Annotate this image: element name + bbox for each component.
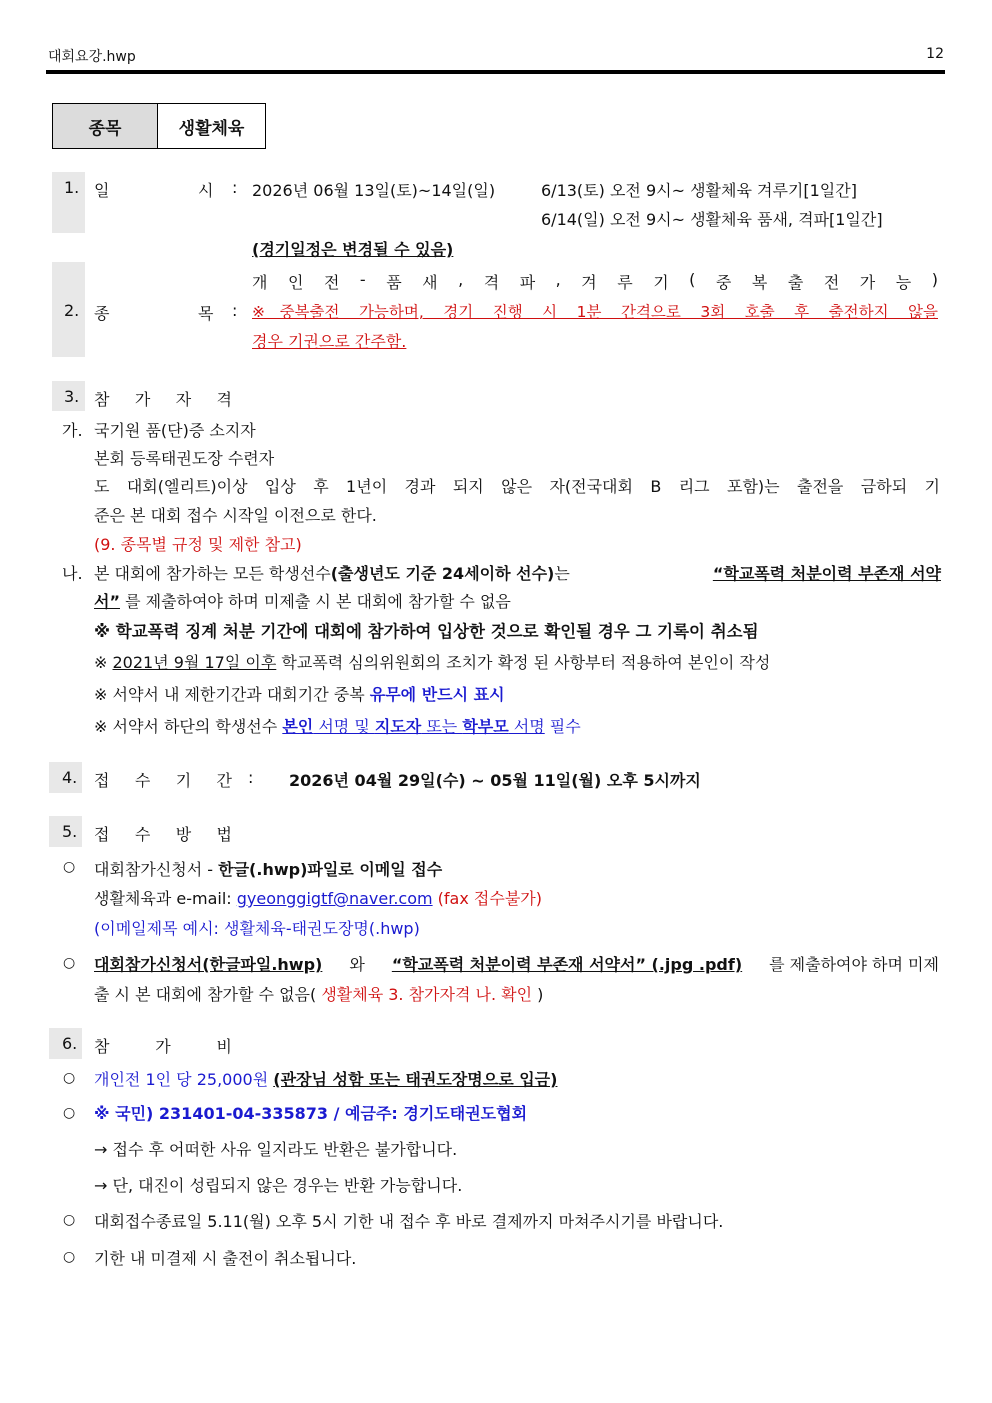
- unpaid-cancellation: 기한 내 미결제 시 출전이 취소됩니다.: [94, 1249, 357, 1268]
- refund-exception: → 단, 대진이 성립되지 않은 경우는 반환 가능합니다.: [94, 1176, 463, 1195]
- notice-text: 서명 및: [313, 717, 375, 736]
- submission-requirement: [94, 952, 939, 975]
- qualification-reference: (9. 종목별 규정 및 제한 참고): [94, 535, 302, 554]
- category-label: 종목: [53, 104, 158, 148]
- event-char: 기: [653, 273, 669, 292]
- schedule-line-1: 6/13(토) 오전 9시~ 생활체육 겨루기[1일간]: [541, 181, 857, 200]
- event-char: 격: [483, 273, 500, 292]
- signer-instructor: 지도자: [374, 717, 422, 736]
- header-rule: [46, 70, 945, 74]
- event-char: 겨: [581, 273, 597, 292]
- pledge-file-name: “학교폭력 처분이력 부존재 서약서” (.jpg .pdf): [391, 955, 743, 974]
- event-char: -: [359, 270, 366, 289]
- section-4-number: 4.: [62, 768, 78, 787]
- title-char: 참: [94, 1037, 110, 1056]
- bullet-icon: ○: [63, 859, 76, 875]
- section-6-title: [94, 1034, 232, 1057]
- category-box: [52, 103, 266, 149]
- title-char: 격: [216, 390, 232, 409]
- schedule-change-note: (경기일정은 변경될 수 있음): [252, 240, 454, 259]
- method-text: 대회참가신청서 -: [94, 860, 219, 879]
- event-char: ): [931, 270, 938, 289]
- signer-parent: 학부모: [462, 717, 509, 736]
- payment-deadline: 대회접수종료일 5.11(월) 오후 5시 기한 내 접수 후 바로 결제까지 마쳐주시기를 바랍니다.: [94, 1212, 724, 1231]
- event-char: 새: [422, 273, 438, 292]
- section-1-colon: :: [232, 178, 238, 197]
- event-char: 인: [287, 273, 304, 292]
- signer-self: 본인: [282, 717, 314, 736]
- bullet-icon: ○: [63, 1212, 76, 1228]
- duplicate-entry-warning: ※중복출전 가능하며, 경기 진행 시 1분 간격으로 3회 호출 후 출전하지 않을: [252, 303, 938, 321]
- event-char: 개: [252, 273, 268, 292]
- notice-text: 또는: [421, 717, 463, 736]
- title-char: 가: [155, 1037, 171, 1056]
- section-2-number: 2.: [64, 301, 80, 320]
- student-pledge-text: 를 제출하여야 하며 미제출 시 본 대회에 참가할 수 없음: [119, 592, 511, 611]
- section-4-colon: :: [248, 768, 254, 787]
- pledge-document-name: “학교폭력 처분이력 부존재 서약: [712, 564, 941, 583]
- bank-account: ※ 국민) 231401-04-335873 / 예금주: 경기도태권도협회: [94, 1104, 528, 1123]
- title-char: 가: [134, 390, 151, 409]
- method-text: 와: [349, 955, 365, 974]
- entry-fee: 개인전 1인 당 25,000원: [94, 1070, 274, 1089]
- application-form-name: 대회참가신청서(한글파일.hwp): [94, 955, 323, 974]
- student-pledge-line: [94, 561, 941, 584]
- qualification-line: 본회 등록태권도장 수련자: [94, 449, 275, 468]
- event-char: (: [689, 270, 696, 289]
- section-1-label-char: 일: [94, 181, 110, 200]
- section-2-label-char: 종: [94, 304, 110, 323]
- email-subject-example: (이메일제목 예시: 생활체육-태권도장명(.hwp): [94, 919, 420, 938]
- qualification-line: 도 대회(엘리트)이상 입상 후 1년이 경과 되지 않은 자(전국대회 B 리그 포함)는 출전을 금하되 기: [94, 477, 940, 496]
- event-char: 품: [386, 273, 402, 292]
- bullet-icon: ○: [63, 1249, 76, 1265]
- deposit-name-note: (관장님 성함 또는 태권도장명으로 입금): [273, 1070, 558, 1089]
- title-char: 참: [94, 390, 110, 409]
- title-char: 법: [216, 825, 232, 844]
- section-6-number: 6.: [62, 1034, 78, 1053]
- section-2-label-char: 목: [198, 304, 214, 323]
- refund-policy: → 접수 후 어떠한 사유 일지라도 반환은 불가합니다.: [94, 1140, 458, 1159]
- section-4-title: [94, 768, 232, 791]
- notice-text: ※ 서약서 내 제한기간과 대회기간 중복: [94, 685, 370, 704]
- title-char: 간: [216, 771, 232, 790]
- category-value: 생활체육: [178, 118, 245, 139]
- event-list: [252, 270, 938, 293]
- method-text: ): [532, 985, 544, 1004]
- section-2-colon: :: [232, 301, 238, 320]
- event-char: 출: [787, 273, 804, 292]
- title-char: 기: [175, 771, 192, 790]
- qualification-line: 국기원 품(단)증 소지자: [94, 421, 256, 440]
- email-method: 한글(.hwp)파일로 이메일 접수: [218, 860, 443, 879]
- event-char: 전: [323, 273, 340, 292]
- title-char: 수: [134, 771, 151, 790]
- title-char: 접: [94, 825, 110, 844]
- schedule-line-2: 6/14(일) 오전 9시~ 생활체육 품새, 격파[1일간]: [541, 210, 883, 229]
- section-1-dates: 2026년 06월 13일(토)~14일(일): [252, 181, 496, 200]
- mark-required-text: 유무에 반드시 표시: [369, 685, 505, 704]
- document-filename: 대회요강.hwp: [48, 49, 136, 65]
- section-5-number: 5.: [62, 822, 78, 841]
- effective-date: 2021년 9월 17일 이후: [112, 653, 277, 672]
- qualification-line: 준은 본 대회 접수 시작일 이전으로 한다.: [94, 506, 377, 525]
- event-char: 중: [715, 273, 732, 292]
- pledge-document-name-cont: 서”: [94, 592, 120, 611]
- section-3-number: 3.: [64, 387, 80, 406]
- notice-text: 학교폭력 심의위원회의 조치가 확정 된 사항부터 적용하여 본인이 작성: [276, 653, 771, 672]
- event-char: 가: [859, 273, 876, 292]
- event-char: 파: [519, 273, 536, 292]
- no-fax-note: (fax 접수불가): [432, 889, 542, 908]
- section-1-number: 1.: [64, 178, 80, 197]
- event-char: 능: [895, 273, 912, 292]
- title-char: 방: [175, 825, 192, 844]
- event-char: 복: [751, 273, 768, 292]
- title-char: 자: [175, 390, 192, 409]
- registration-period: 2026년 04월 29일(수) ~ 05월 11일(월) 오후 5시까지: [289, 771, 701, 790]
- section-5-title: [94, 822, 232, 845]
- bullet-icon: ○: [63, 955, 76, 971]
- item-na-marker: 나.: [62, 564, 83, 583]
- page-number: 12: [926, 46, 944, 62]
- title-char: 수: [134, 825, 151, 844]
- title-char: 접: [94, 771, 110, 790]
- title-char: 비: [216, 1037, 232, 1056]
- email-link[interactable]: gyeonggigtf@naver.com: [236, 889, 433, 908]
- duplicate-entry-warning-cont: 경우 기권으로 간주함.: [252, 332, 407, 351]
- event-char: ,: [458, 270, 464, 289]
- notice-text: ※: [94, 653, 113, 672]
- method-text: 를 제출하여야 하며 미제: [769, 955, 939, 974]
- section-1-label-char: 시: [198, 181, 214, 200]
- notice-text: 필수: [544, 717, 581, 736]
- event-char: 전: [823, 273, 840, 292]
- method-text: 출 시 본 대회에 참가할 수 없음(: [94, 985, 322, 1004]
- age-limit-text: (출생년도 기준 24세이하 선수): [330, 564, 555, 583]
- violence-record-notice: ※ 학교폭력 징계 처분 기간에 대회에 참가하여 입상한 것으로 확인될 경우 그 기록이 취소됨: [94, 622, 759, 641]
- section-3-title: [94, 387, 232, 410]
- method-text: 생활체육과 e-mail:: [94, 889, 237, 908]
- event-char: ,: [555, 270, 561, 289]
- bullet-icon: ○: [63, 1105, 76, 1121]
- event-char: 루: [617, 273, 633, 292]
- cross-reference: 생활체육 3. 참가자격 나. 확인: [321, 985, 533, 1004]
- student-pledge-text: 는: [554, 564, 570, 583]
- item-ga-marker: 가.: [62, 421, 83, 440]
- notice-text: 서명: [508, 717, 545, 736]
- notice-text: ※ 서약서 하단의 학생선수: [94, 717, 283, 736]
- bullet-icon: ○: [63, 1070, 76, 1086]
- student-pledge-text: 본 대회에 참가하는 모든 학생선수: [94, 564, 331, 583]
